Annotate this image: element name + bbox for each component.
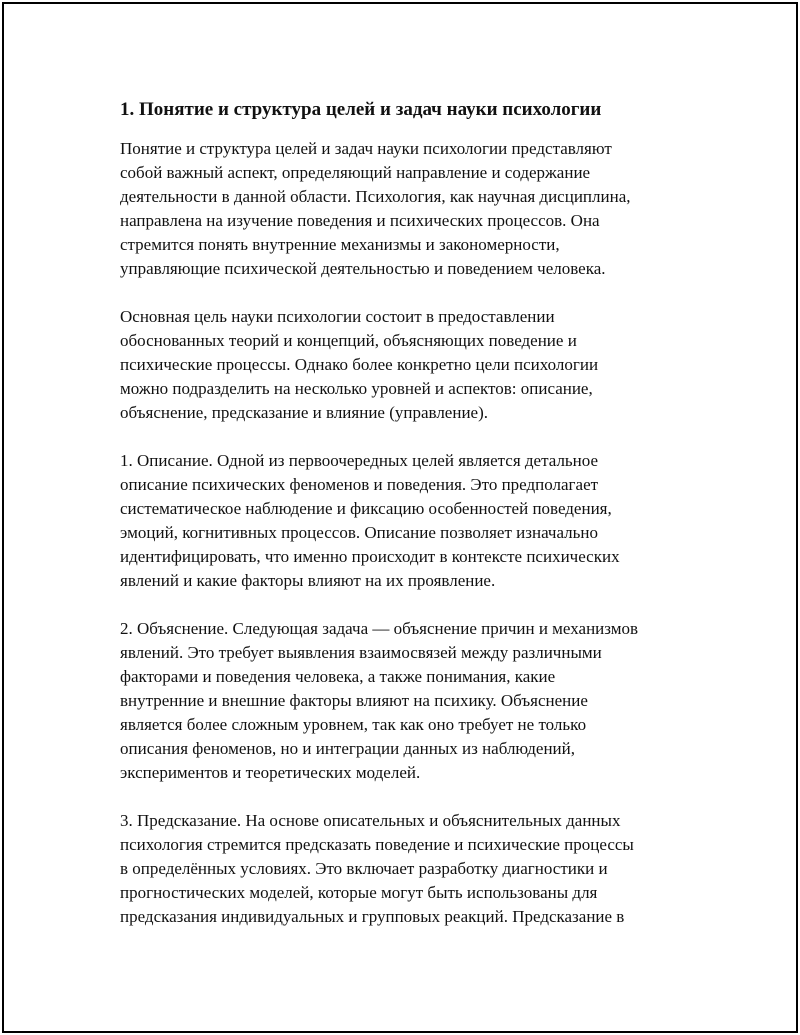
text-line: описание психических феноменов и поведения. Это предполагает — [120, 475, 599, 494]
text-line: психические процессы. Однако более конкретно цели психологии — [120, 355, 599, 374]
text-line: прогностических моделей, которые могут быть использованы для — [120, 883, 598, 902]
text-line: 3. Предсказание. На основе описательных и объяснительных данных — [120, 811, 621, 830]
text-line: является более сложным уровнем, так как оно требует не только — [120, 715, 587, 734]
text-line: Понятие и структура целей и задач науки психологии представляют — [120, 139, 612, 158]
text-line: факторами и поведения человека, а также понимания, какие — [120, 667, 556, 686]
document-page — [2, 2, 798, 1033]
text-line: систематическое наблюдение и фиксацию особенностей поведения, — [120, 499, 612, 518]
text-line: собой важный аспект, определяющий направление и содержание — [120, 163, 591, 182]
text-line: управляющие психической деятельностью и поведением человека. — [120, 259, 606, 278]
paragraph-explanation — [120, 617, 700, 785]
paragraph-intro — [120, 137, 700, 281]
paragraph-description — [120, 449, 700, 593]
text-line: внутренние и внешние факторы влияют на психику. Объяснение — [120, 691, 588, 710]
text-line: 2. Объяснение. Следующая задача — объяснение причин и механизмов — [120, 619, 639, 638]
section-heading: 1. Понятие и структура целей и задач науки психологии — [120, 99, 602, 120]
text-line: можно подразделить на несколько уровней и аспектов: описание, — [120, 379, 593, 398]
text-line: объяснение, предсказание и влияние (управление). — [120, 403, 489, 422]
text-line: 1. Описание. Одной из первоочередных целей является детальное — [120, 451, 599, 470]
text-line: психология стремится предсказать поведение и психические процессы — [120, 835, 634, 854]
text-line: стремится понять внутренние механизмы и закономерности, — [120, 235, 560, 254]
paragraph-main-goal — [120, 305, 700, 425]
document-content — [120, 97, 700, 953]
text-line: явлений и какие факторы влияют на их проявление. — [120, 571, 496, 590]
text-line: обоснованных теорий и концепций, объясняющих поведение и — [120, 331, 577, 350]
text-line: Основная цель науки психологии состоит в предоставлении — [120, 307, 555, 326]
text-line: деятельности в данной области. Психология, как научная дисциплина, — [120, 187, 631, 206]
text-line: направлена на изучение поведения и психических процессов. Она — [120, 211, 600, 230]
paragraph-prediction — [120, 809, 700, 929]
text-line: экспериментов и теоретических моделей. — [120, 763, 421, 782]
text-line: описания феноменов, но и интеграции данных из наблюдений, — [120, 739, 575, 758]
text-line: явлений. Это требует выявления взаимосвязей между различными — [120, 643, 602, 662]
text-line: эмоций, когнитивных процессов. Описание позволяет изначально — [120, 523, 599, 542]
text-line: предсказания индивидуальных и групповых реакций. Предсказание в — [120, 907, 625, 926]
text-line: идентифицировать, что именно происходит в контексте психических — [120, 547, 620, 566]
text-line: в определённых условиях. Это включает разработку диагностики и — [120, 859, 608, 878]
